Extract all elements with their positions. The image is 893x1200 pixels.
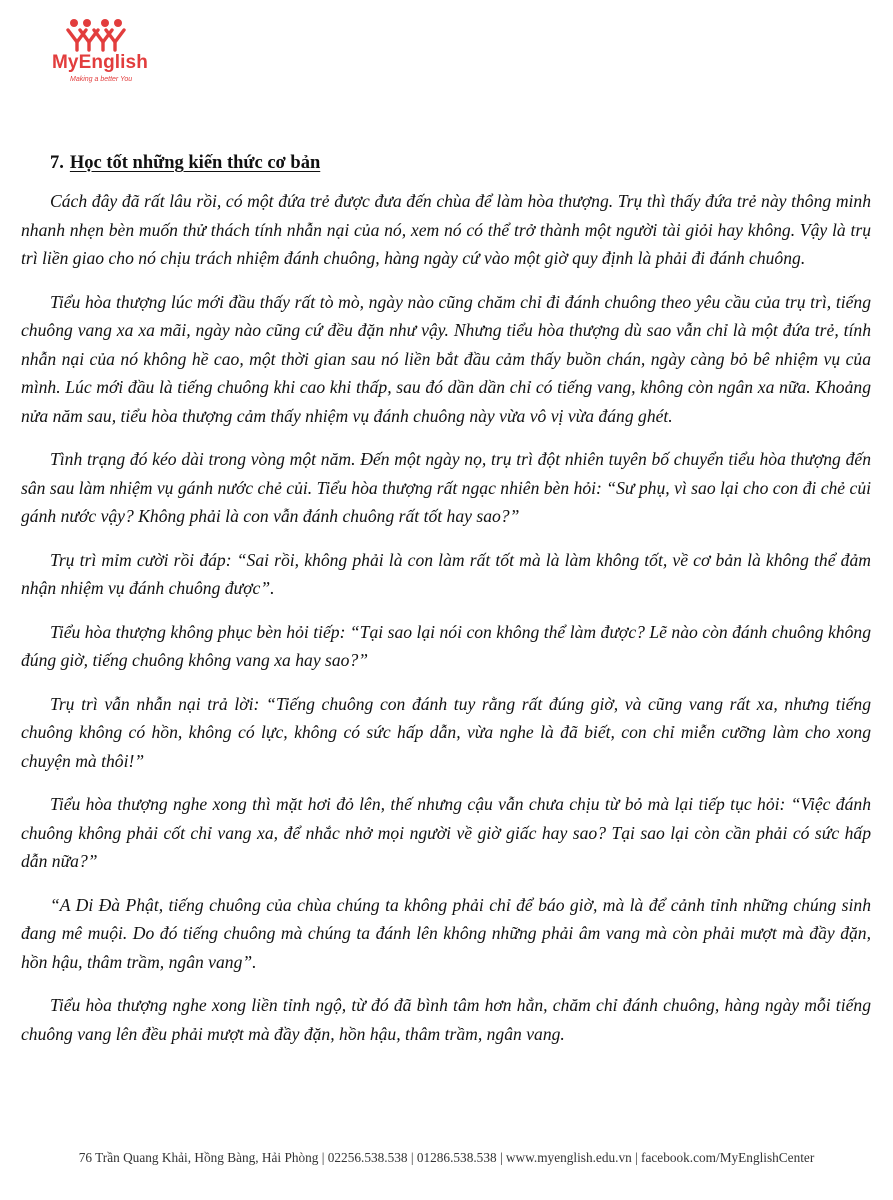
people-logo-icon bbox=[65, 18, 127, 52]
brand-logo bbox=[52, 18, 162, 88]
section-number: 7. bbox=[50, 153, 64, 173]
paragraph: Cách đây đã rất lâu rồi, có một đứa trẻ được đưa đến chùa để làm hòa thượng. Trụ thì thấy đứa trẻ này thông minh nhanh nhẹn bèn muốn thử thách tính nhẫn nại của nó, xem nó có thể trở thành một người tài giỏi hay không. Vậy là trụ trì liền giao cho nó chịu trách nhiệm đánh chuông, hàng ngày cứ vào một giờ quy định là phải đi đánh chuông. bbox=[21, 191, 871, 268]
brand-tagline: Making a better You bbox=[70, 76, 133, 83]
section-title: Học tốt những kiến thức cơ bản bbox=[69, 153, 321, 173]
paragraph: Tiểu hòa thượng nghe xong liền tỉnh ngộ, từ đó đã bình tâm hơn hẳn, chăm chỉ đánh chuông, hàng ngày mỗi tiếng chuông vang lên đều phải mượt mà đầy đặn, hồn hậu, thâm trầm, ngân vang. bbox=[21, 995, 871, 1044]
paragraph: Tiểu hòa thượng không phục bèn hỏi tiếp: “Tại sao lại nói con không thể làm được? Lẽ nào còn đánh chuông không đúng giờ, tiếng chuông không vang xa hay sao?” bbox=[21, 621, 871, 670]
section-heading bbox=[50, 150, 871, 176]
paragraph: Tiểu hòa thượng nghe xong thì mặt hơi đỏ lên, thế nhưng cậu vẫn chưa chịu từ bỏ mà lại tiếp tục hỏi: “Việc đánh chuông không phải cốt chỉ vang xa, để nhắc nhở mọi người về giờ giấc hay sao? Tại sao lại còn cần phải có sức hấp dẫn nữa?” bbox=[21, 794, 871, 871]
paragraph: Tình trạng đó kéo dài trong vòng một năm. Đến một ngày nọ, trụ trì đột nhiên tuyên bố chuyển tiểu hòa thượng đến sân sau làm nhiệm vụ gánh nước chẻ củi. Tiểu hòa thượng rất ngạc nhiên bèn hỏi: “Sư phụ, vì sao lại cho con đi chẻ củi gánh nước vậy? Không phải là con vẫn đánh chuông rất tốt hay sao?” bbox=[21, 449, 871, 526]
document-body bbox=[21, 150, 871, 1063]
page-footer: 76 Trần Quang Khải, Hồng Bàng, Hải Phòng | 02256.538.538 | 01286.538.538 | www.myenglish.edu.vn | facebook.com/MyEnglishCenter bbox=[78, 1150, 815, 1165]
paragraph: Trụ trì mỉm cười rồi đáp: “Sai rồi, không phải là con làm rất tốt mà là làm không tốt, về cơ bản là không thể đảm nhận nhiệm vụ đánh chuông được”. bbox=[21, 549, 871, 598]
paragraph: “A Di Đà Phật, tiếng chuông của chùa chúng ta không phải chỉ để báo giờ, mà là để cảnh tỉnh những chúng sinh đang mê muội. Do đó tiếng chuông mà chúng ta đánh lên không những phải âm vang mà còn phải mượt mà đầy đặn, hồn hậu, thâm trầm, ngân vang”. bbox=[21, 894, 871, 972]
paragraph: Tiểu hòa thượng lúc mới đầu thấy rất tò mò, ngày nào cũng chăm chỉ đi đánh chuông theo yêu cầu của trụ trì, tiếng chuông vang xa xa mãi, ngày nào cũng cứ đều đặn như vậy. Nhưng tiểu hòa thượng dù sao vẫn chỉ là một đứa trẻ, tính nhẫn nại của nó không hề cao, một thời gian sau nó liền bắt đầu cảm thấy buồn chán, ngày càng bỏ bê nhiệm vụ của mình. Lúc mới đầu là tiếng chuông khi cao khi thấp, sau đó dần dần chỉ có tiếng vang, không còn ngân xa nữa. Khoảng nửa năm sau, tiểu hòa thượng cảm thấy nhiệm vụ đánh chuông này vừa vô vị vừa đáng ghét. bbox=[21, 291, 871, 426]
paragraph: Trụ trì vẫn nhẫn nại trả lời: “Tiếng chuông con đánh tuy rằng rất đúng giờ, và cũng vang rất xa, nhưng tiếng chuông không có hồn, không có lực, không có sức hấp dẫn, vừa nghe là đã biết, con chỉ miễn cưỡng làm cho xong chuyện mà thôi!” bbox=[21, 693, 871, 771]
brand-name: MyEnglish bbox=[52, 52, 148, 73]
